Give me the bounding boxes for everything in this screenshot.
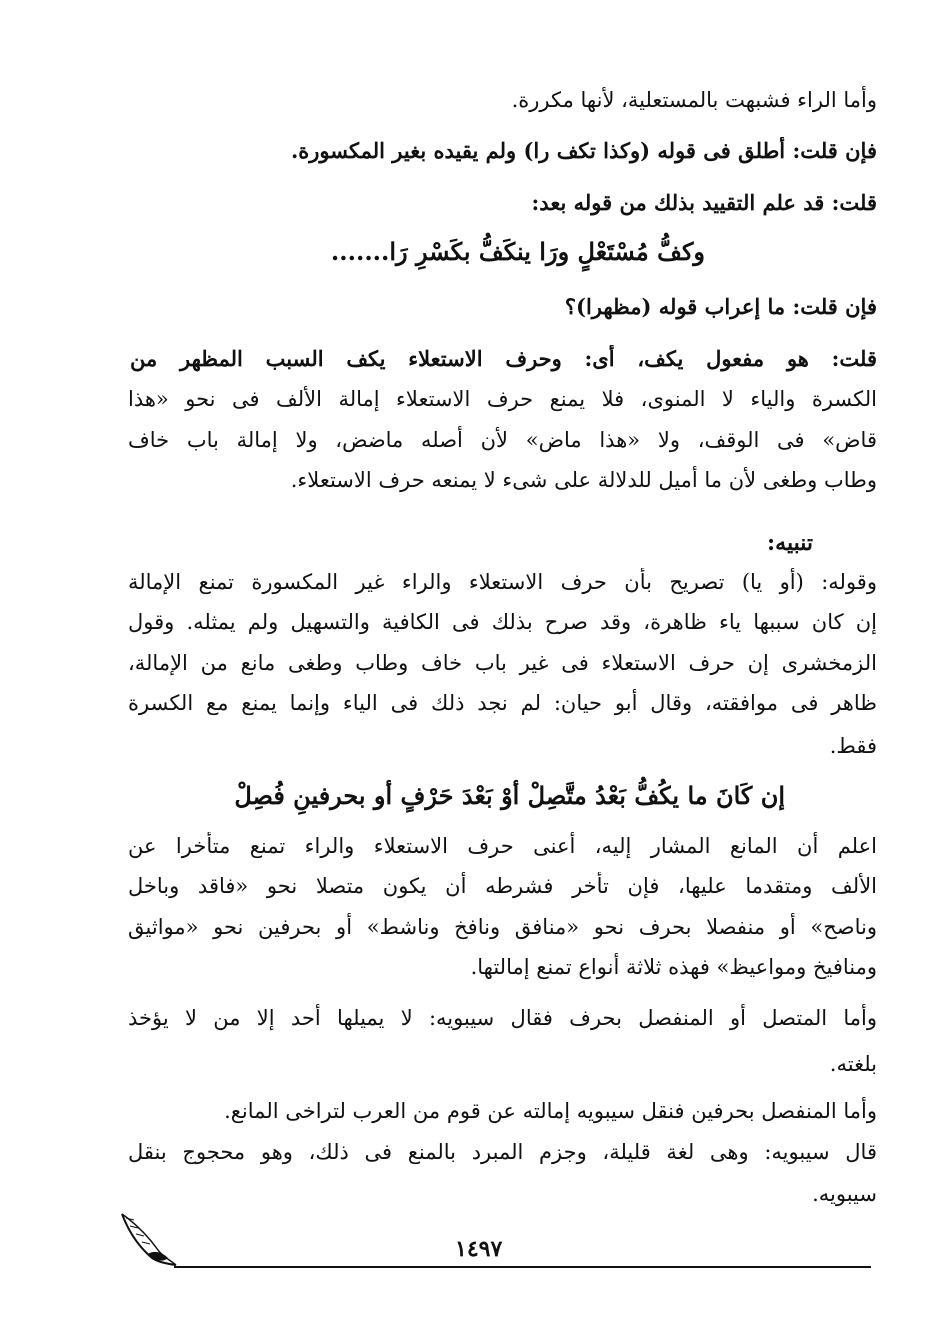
text-line: وطاب وطغى لأن ما أميل للدلالة على شىء لا يمنعه حرف الاستعلاء.: [290, 468, 877, 492]
text-line: بلغته.: [829, 1052, 877, 1076]
text-line: وأما المنفصل بحرفين فنقل سيبويه إمالته عن قوم من العرب لتراخى المانع.: [224, 1099, 877, 1123]
text-line: الألف ومتقدما عليها، فإن تأخر فشرطه أن يكون متصلا نحو «فاقد وباخل: [128, 874, 877, 898]
section-heading: تنبيه:: [767, 530, 813, 556]
verse-line: وكفُّ مُسْتَعْلٍ ورَا ينكَفُّ بكَسْرِ رَا.......: [330, 237, 705, 266]
text-line: سيبويه.: [812, 1182, 877, 1206]
verse-line: إن كَانَ ما يكُفُّ بَعْدُ متَّصِلْ أوْ بَعْدَ حَرْفٍ أو بحرفينِ فُصِلْ: [234, 781, 785, 810]
text-line: إن كان سببها ياء ظاهرة، وقد صرح بذلك فى الكافية والتسهيل ولم يمثله. وقول: [128, 610, 877, 634]
text-line: وقوله: (أو يا) تصريح بأن حرف الاستعلاء والراء غير المكسورة تمنع الإمالة: [128, 570, 877, 594]
text-line: قاض» فى الوقف، ولا «هذا ماض» لأن أصله ماضض، ولا إمالة باب خاف: [128, 428, 877, 452]
text-line: وناصح» أو منفصلا بحرف نحو «منافق ونافخ وناشط» أو بحرفين نحو «مواثيق: [128, 915, 877, 939]
page-number: ١٤٩٧: [455, 1236, 503, 1262]
text-line: وأما الراء فشبهت بالمستعلية، لأنها مكررة.: [511, 88, 877, 112]
text-line: ظاهر فى موافقته، وقال أبو حيان: لم نجد ذلك فى الياء وإنما يمنع مع الكسرة: [128, 691, 877, 715]
quill-icon: [118, 1210, 180, 1268]
text-line: فقط.: [829, 734, 877, 758]
text-line: قلت: قد علم التقييد بذلك من قوله بعد:: [531, 190, 877, 215]
text-line: وأما المتصل أو المنفصل بحرف فقال سيبويه: لا يميلها أحد إلا من لا يؤخذ: [128, 1006, 877, 1030]
text-line: الزمخشرى إن حرف الاستعلاء فى غير باب خاف وطاب وطغى مانع من الإمالة،: [128, 651, 877, 675]
text-line: اعلم أن المانع المشار إليه، أعنى حرف الاستعلاء والراء تمنع متأخرا عن: [128, 834, 877, 858]
text-line: الكسرة والياء لا المنوى، فلا يمنع حرف الاستعلاء إمالة الألف فى نحو «هذا: [128, 387, 877, 411]
text-line: ومنافيخ ومواعيظ» فهذه ثلاثة أنواع تمنع إمالتها.: [470, 955, 877, 979]
footer-rule: [174, 1266, 871, 1268]
text-line: قال سيبويه: وهى لغة قليلة، وجزم المبرد بالمنع فى ذلك، وهو محجوج بنقل: [128, 1140, 877, 1164]
text-line: فإن قلت: أطلق فى قوله (وكذا تكف را) ولم يقيده بغير المكسورة.: [290, 138, 877, 163]
text-line: فإن قلت: ما إعراب قوله (مظهرا)؟: [564, 294, 877, 319]
text-line: قلت: هو مفعول يكف، أى: وحرف الاستعلاء يكف السبب المظهر من: [130, 346, 877, 371]
